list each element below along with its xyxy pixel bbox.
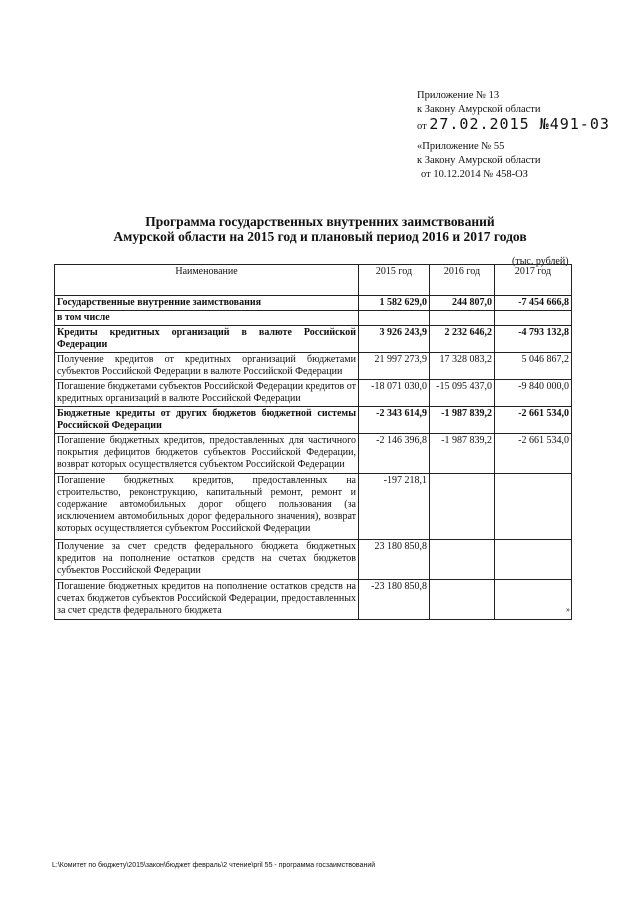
appendix-55-heading: «Приложение № 55 (417, 141, 505, 152)
value-2017 (495, 311, 572, 326)
borrowing-program-table (54, 264, 572, 620)
table-row (55, 380, 572, 407)
appendix-13-date-stamp: 27.02.2015 №491-03 (429, 115, 610, 133)
value-2015: -197 218,1 (359, 474, 430, 540)
title-line-1: Программа государственных внутренних заимствований (145, 214, 495, 229)
table-row (55, 311, 572, 326)
value-2017: -7 454 666,8 (495, 296, 572, 311)
value-2016: 17 328 083,2 (430, 353, 495, 380)
appendix-55-law: к Закону Амурской области (417, 155, 541, 166)
appendix-55-date: от 10.12.2014 № 458-ОЗ (421, 169, 528, 180)
header-name: Наименование (55, 265, 359, 296)
closing-quote: » (566, 605, 570, 614)
value-2016: -1 987 839,2 (430, 407, 495, 434)
value-2017: 5 046 867,2 (495, 353, 572, 380)
value-2016: 244 807,0 (430, 296, 495, 311)
value-2015: 3 926 243,9 (359, 326, 430, 353)
value-2015: 1 582 629,0 (359, 296, 430, 311)
value-2017 (495, 474, 572, 540)
table-body (55, 296, 572, 620)
value-2017: -9 840 000,0 (495, 380, 572, 407)
value-2016: 2 232 646,2 (430, 326, 495, 353)
row-name: в том числе (55, 311, 359, 326)
value-2016 (430, 311, 495, 326)
appendix-13-heading: Приложение № 13 (417, 90, 500, 101)
table-row (55, 540, 572, 580)
value-2015: 23 180 850,8 (359, 540, 430, 580)
row-name: Получение за счет средств федерального бюджета бюджетных кредитов на пополнение остатков средств на счетах бюджетов субъектов Российской Федерации (55, 540, 359, 580)
row-name: Погашение бюджетных кредитов на пополнение остатков средств на счетах бюджетов субъектов Российской Федерации, предоставленных за счет средств федерального бюджета (55, 580, 359, 620)
appendix-13-date (417, 117, 610, 134)
table-row (55, 353, 572, 380)
table-row (55, 326, 572, 353)
value-2017: -2 661 534,0 (495, 407, 572, 434)
value-2016: -1 987 839,2 (430, 434, 495, 474)
table-row (55, 434, 572, 474)
appendix-13-date-prefix: от (417, 121, 427, 132)
value-2015: -23 180 850,8 (359, 580, 430, 620)
row-name: Погашение бюджетных кредитов, предоставленных на строительство, реконструкцию, капитальный ремонт, ремонт и содержание автомобильных дорог общего пользования (за исключением автомобильных дорог федерального значения), возврат которых осуществляется субъектом Российской Федерации (55, 474, 359, 540)
header-2015: 2015 год (359, 265, 430, 296)
value-2017 (495, 540, 572, 580)
table-row (55, 474, 572, 540)
value-2016 (430, 540, 495, 580)
value-2015: -2 343 614,9 (359, 407, 430, 434)
value-2016 (430, 580, 495, 620)
value-2017: -2 661 534,0 (495, 434, 572, 474)
value-2017: -4 793 132,8 (495, 326, 572, 353)
row-name: Получение кредитов от кредитных организаций бюджетами субъектов Российской Федерации в валюте Российской Федерации (55, 353, 359, 380)
value-2015: 21 997 273,9 (359, 353, 430, 380)
row-name: Погашение бюджетных кредитов, предоставленных для частичного покрытия дефицитов бюджетов субъектов Российской Федерации, возврат которых осуществляется субъектом Российской Федерации (55, 434, 359, 474)
header-2016: 2016 год (430, 265, 495, 296)
value-2015 (359, 311, 430, 326)
appendix-13-block (417, 89, 610, 134)
row-name: Бюджетные кредиты от других бюджетов бюджетной системы Российской Федерации (55, 407, 359, 434)
header-2017: 2017 год (495, 265, 572, 296)
row-name: Погашение бюджетами субъектов Российской Федерации кредитов от кредитных организаций в валюте Российской Федерации (55, 380, 359, 407)
value-2016 (430, 474, 495, 540)
table-row (55, 296, 572, 311)
document-title (60, 214, 580, 244)
appendix-55-block (417, 140, 541, 182)
row-name: Государственные внутренние заимствования (55, 296, 359, 311)
units-label: (тыс. рублей) (512, 256, 569, 267)
title-line-2: Амурской области на 2015 год и плановый период 2016 и 2017 годов (113, 229, 527, 244)
value-2015: -18 071 030,0 (359, 380, 430, 407)
value-2017 (495, 580, 572, 620)
value-2016: -15 095 437,0 (430, 380, 495, 407)
row-name: Кредиты кредитных организаций в валюте Российской Федерации (55, 326, 359, 353)
value-2015: -2 146 396,8 (359, 434, 430, 474)
table-row (55, 580, 572, 620)
table-row (55, 407, 572, 434)
file-path-footer: L:\Комитет по бюджету\2015\закон\бюджет февраль\2 чтение\pril 55 - программа госзаимствований (52, 862, 376, 869)
appendix-13-law: к Закону Амурской области (417, 104, 541, 115)
table-header-row (55, 265, 572, 296)
